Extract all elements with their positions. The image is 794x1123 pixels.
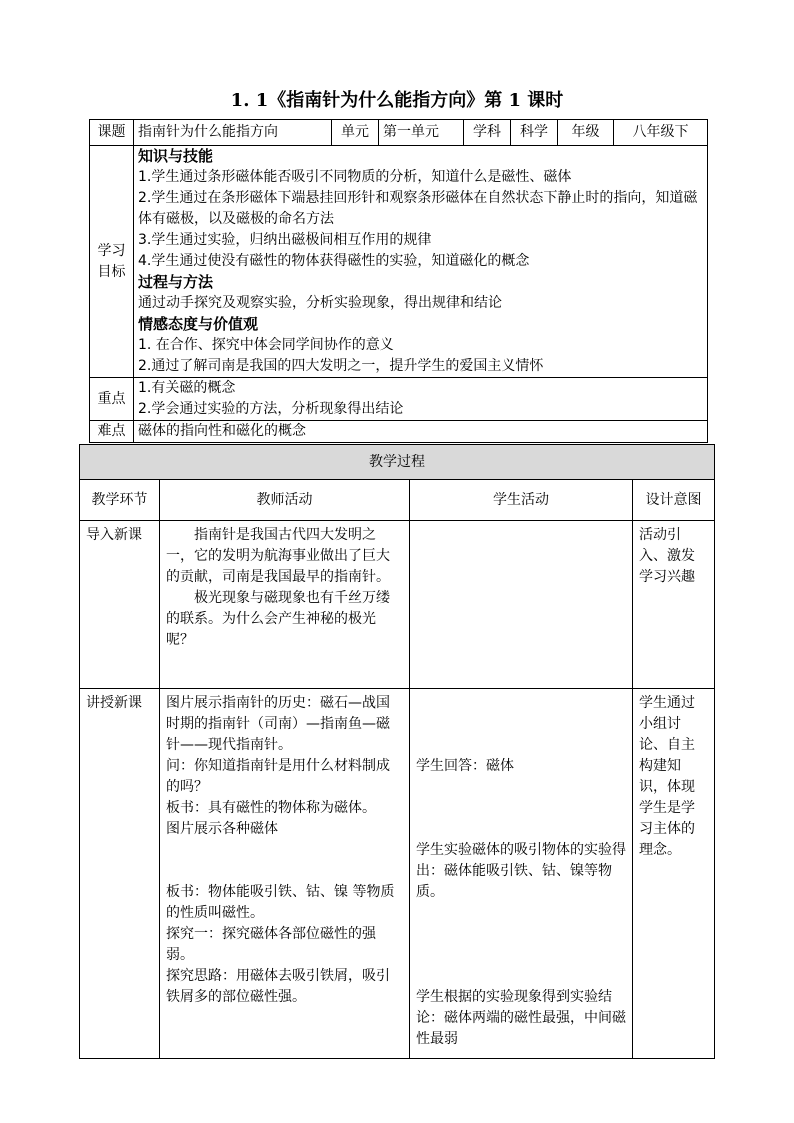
teaching-process-band: 教学过程 [80,445,715,480]
student-line: 学生根据的实验现象得到实验结论：磁体两端的磁性最强，中间磁性最弱 [416,989,626,1047]
teacher-line: 图片展示指南针的历史：磁石—战国时期的指南针（司南）—指南鱼—磁针——现代指南针。 [166,695,390,753]
grade-value: 八年级下 [614,120,708,146]
stage-new-lesson: 讲授新课 [80,689,160,1059]
subject-value: 科学 [511,120,558,146]
lesson-info-table [89,119,708,443]
unit-value: 第一单元 [379,120,464,146]
objectives-label [90,146,134,378]
teacher-activity-lesson [160,689,410,1059]
page-title: 1. 1《指南针为什么能指方向》第 1 课时 [230,90,564,111]
student-activity-intro [410,521,633,689]
unit-label: 单元 [332,120,379,146]
grade-label: 年级 [558,120,614,146]
knowledge-item: 1.学生通过条形磁体能否吸引不同物质的分析，知道什么是磁性、磁体 [138,169,572,185]
subject-label: 学科 [464,120,511,146]
intent-intro: 活动引入、激发学习兴趣 [633,521,715,689]
knowledge-item: 3.学生通过实验，归纳出磁极间相互作用的规律 [138,232,432,248]
topic-value: 指南针为什么能指方向 [134,120,332,146]
key-points-content [134,378,708,421]
teacher-line: 板书：具有磁性的物体称为磁体。 [166,800,376,816]
stage-intro: 导入新课 [80,521,160,689]
process-method-item: 通过动手探究及观察实验，分析实验现象，得出规律和结论 [138,295,502,311]
teacher-activity-intro [160,521,410,689]
student-activity-lesson [410,689,633,1059]
col-header-stage: 教学环节 [80,480,160,521]
key-point-item: 1.有关磁的概念 [138,380,236,396]
difficulty-label: 难点 [90,421,134,443]
key-point-item: 2.学会通过实验的方法，分析现象得出结论 [138,401,404,417]
teacher-line: 图片展示各种磁体 [166,821,278,837]
knowledge-item: 4.学生通过使没有磁性的物体获得磁性的实验，知道磁化的概念 [138,253,530,269]
col-header-student: 学生活动 [410,480,633,521]
key-points-label: 重点 [90,378,134,421]
teacher-line: 板书：物体能吸引铁、钴、镍 等物质的性质叫磁性。 [166,884,395,921]
topic-label: 课题 [90,120,134,146]
difficulty-content: 磁体的指向性和磁化的概念 [134,421,708,443]
student-line: 学生回答：磁体 [416,758,514,774]
intent-lesson: 学生通过小组讨论、自主构建知识，体现学生是学习主体的理念。 [633,689,715,1059]
teacher-paragraph: 极光现象与磁现象也有千丝万缕的联系。为什么会产生神秘的极光呢？ [166,590,390,648]
attitude-item: 2.通过了解司南是我国的四大发明之一，提升学生的爱国主义情怀 [138,358,544,374]
attitude-values-heading: 情感态度与价值观 [138,315,259,333]
teacher-paragraph: 指南针是我国古代四大发明之一，它的发明为航海事业做出了巨大的贡献，司南是我国最早的指南针。 [166,527,390,585]
objectives-label-line2: 目标 [97,263,126,280]
process-method-heading: 过程与方法 [138,273,214,291]
knowledge-item: 2.学生通过在条形磁体下端悬挂回形针和观察条形磁体在自然状态下静止时的指向，知道磁体有磁极，以及磁极的命名方法 [138,190,698,227]
student-line: 学生实验磁体的吸引物体的实验得出：磁体能吸引铁、钴、镍等物质。 [416,842,626,900]
col-header-teacher: 教师活动 [160,480,410,521]
objectives-content [134,146,708,378]
teaching-process-table [79,444,715,1059]
col-header-intent: 设计意图 [633,480,715,521]
teacher-line: 探究一：探究磁体各部位磁性的强弱。 [166,926,376,963]
teacher-line: 探究思路：用磁体去吸引铁屑，吸引铁屑多的部位磁性强。 [166,968,390,1005]
knowledge-skills-heading: 知识与技能 [138,147,214,165]
attitude-item: 1. 在合作、探究中体会同学间协作的意义 [138,337,394,353]
objectives-label-line1: 学习 [97,242,126,259]
teacher-line: 问：你知道指南针是用什么材料制成的吗？ [166,758,390,795]
